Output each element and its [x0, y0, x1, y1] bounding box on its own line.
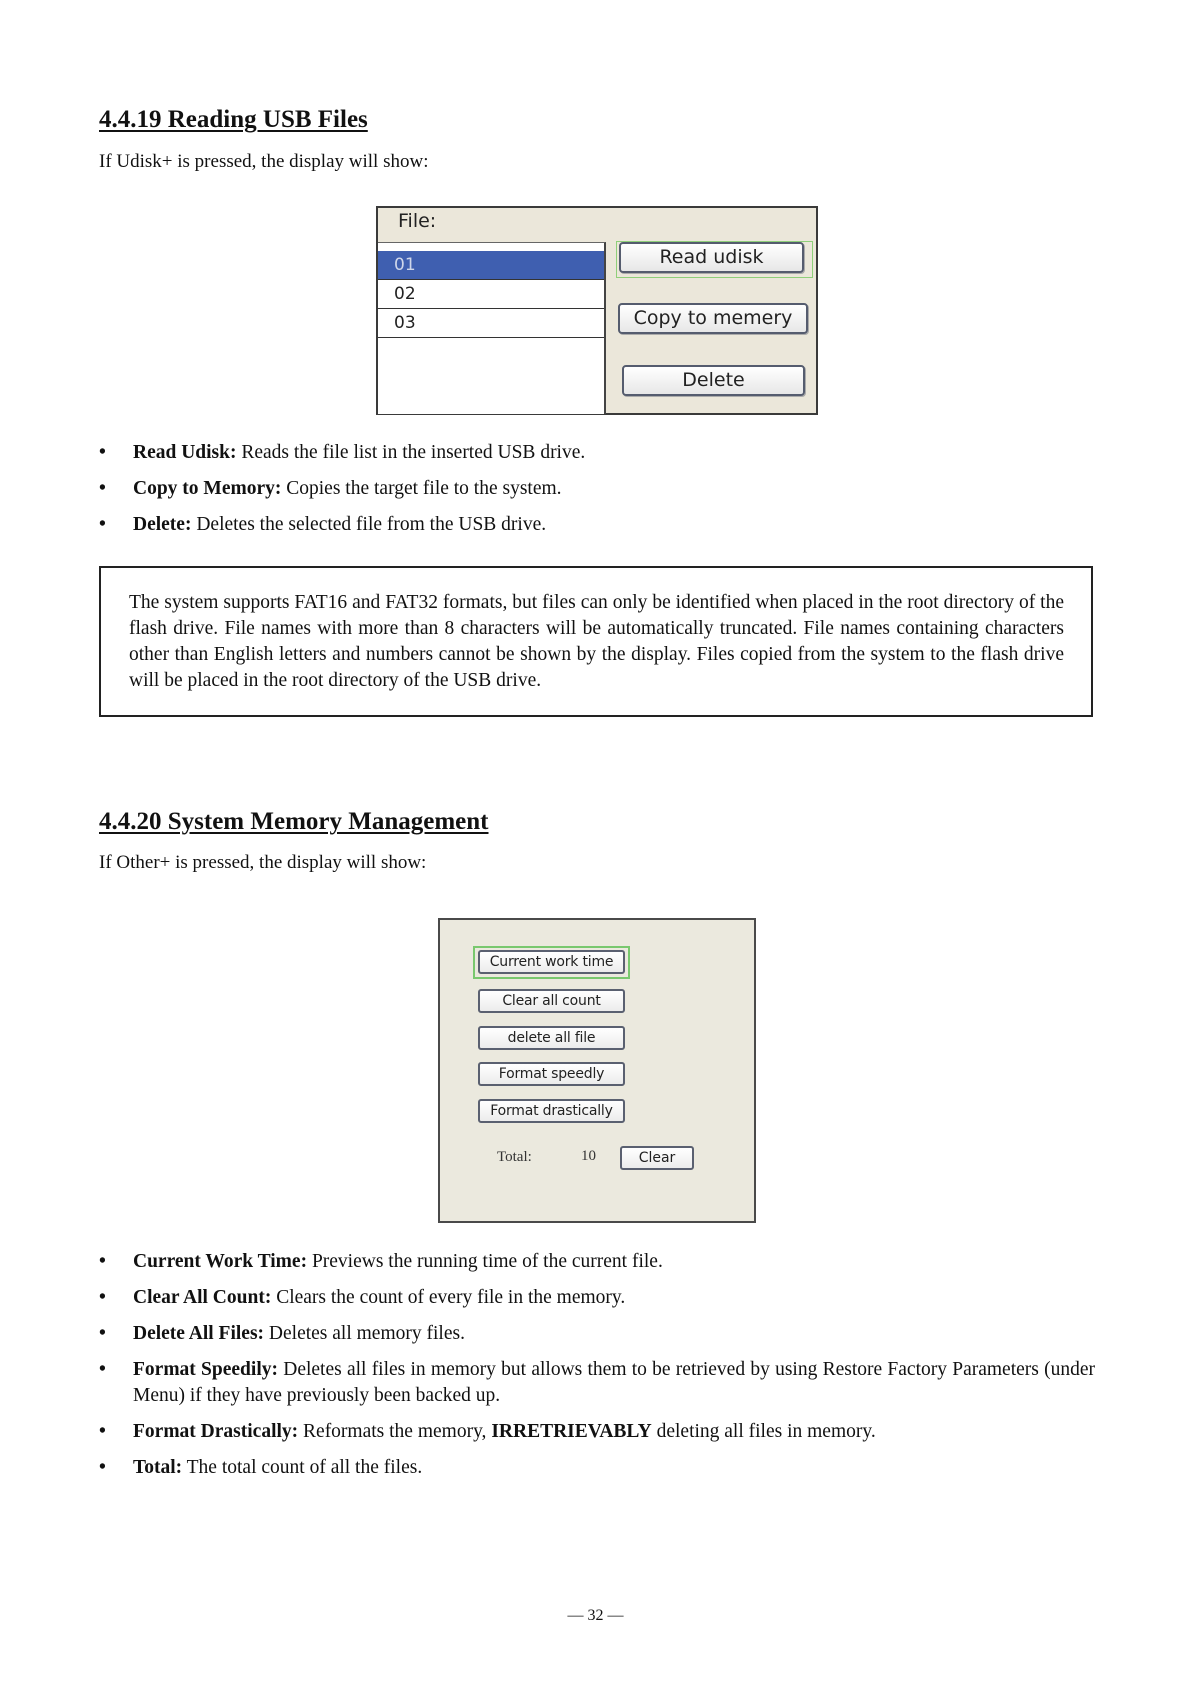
read-udisk-button[interactable]: Read udisk — [619, 242, 804, 273]
copy-to-memory-button[interactable]: Copy to memery — [618, 303, 808, 334]
bullet-term: Total: — [133, 1457, 183, 1478]
bullet-icon: • — [99, 1457, 106, 1478]
bullet-text: Deletes all files in memory but allows them to be retrieved by using Restore Factory Parameters (under Menu) if they have previously been backed up. — [133, 1359, 1095, 1406]
bullet-text: The total count of all the files. — [182, 1457, 423, 1478]
current-work-time-button[interactable]: Current work time — [478, 950, 625, 974]
clear-button[interactable]: Clear — [620, 1146, 694, 1170]
total-label: Total: — [497, 1149, 532, 1165]
memory-bullet-list — [99, 1249, 1095, 1491]
bullet-term: Format Drastically: — [133, 1421, 299, 1442]
format-speedly-button[interactable]: Format speedly — [478, 1062, 625, 1086]
section-heading-usb: 4.4.19 Reading USB Files — [99, 106, 368, 133]
file-list-item[interactable]: 03 — [378, 309, 604, 338]
section-heading-memory: 4.4.20 System Memory Management — [99, 808, 489, 835]
list-item — [99, 440, 1095, 466]
file-list-item[interactable]: 02 — [378, 280, 604, 309]
format-drastically-button[interactable]: Format drastically — [478, 1099, 625, 1123]
list-item — [99, 1357, 1095, 1409]
bullet-term: Copy to Memory: — [133, 478, 282, 499]
total-value: 10 — [581, 1148, 596, 1164]
page-number: — 32 — — [567, 1607, 624, 1624]
bullet-icon: • — [99, 1323, 106, 1344]
section-intro-memory: If Other+ is pressed, the display will show: — [99, 852, 427, 873]
file-list-item[interactable]: 01 — [378, 251, 604, 280]
section-intro-usb: If Udisk+ is pressed, the display will show: — [99, 151, 429, 172]
bullet-text: Previews the running time of the current file. — [307, 1251, 663, 1272]
bullet-icon: • — [99, 1359, 106, 1380]
bullet-text: Reads the file list in the inserted USB drive. — [236, 442, 586, 463]
delete-button[interactable]: Delete — [622, 365, 805, 396]
bullet-term: Clear All Count: — [133, 1287, 272, 1308]
bullet-text: Deletes the selected file from the USB drive. — [191, 514, 547, 535]
bullet-emphasis: IRRETRIEVABLY — [491, 1421, 652, 1442]
list-item — [99, 476, 1095, 502]
usb-file-panel — [376, 206, 818, 415]
delete-all-file-button[interactable]: delete all file — [478, 1026, 625, 1050]
bullet-icon: • — [99, 1421, 106, 1442]
bullet-text-tail: deleting all files in memory. — [651, 1421, 876, 1442]
list-item — [99, 1321, 1095, 1347]
bullet-icon: • — [99, 478, 106, 499]
bullet-icon: • — [99, 1251, 106, 1272]
bullet-term: Current Work Time: — [133, 1251, 308, 1272]
bullet-icon: • — [99, 442, 106, 463]
note-box: The system supports FAT16 and FAT32 formats, but files can only be identified when placed in the root directory of the flash drive. File names with more than 8 characters will be automatically truncated. File names containing characters other than English letters and numbers cannot be shown by the display. Files copied from the system to the flash drive will be placed in the root directory of the USB drive. — [99, 566, 1093, 717]
usb-file-list[interactable] — [378, 242, 606, 414]
bullet-icon: • — [99, 1287, 106, 1308]
file-list-label: File: — [398, 210, 437, 232]
bullet-icon: • — [99, 514, 106, 535]
list-item — [99, 512, 1095, 538]
list-item — [99, 1455, 1095, 1481]
bullet-text: Reformats the memory, — [298, 1421, 492, 1442]
bullet-term: Delete All Files: — [133, 1323, 265, 1344]
usb-bullet-list — [99, 440, 1095, 548]
bullet-term: Read Udisk: — [133, 442, 237, 463]
bullet-text: Copies the target file to the system. — [281, 478, 562, 499]
list-item — [99, 1419, 1095, 1445]
bullet-text: Clears the count of every file in the memory. — [271, 1287, 626, 1308]
clear-all-count-button[interactable]: Clear all count — [478, 989, 625, 1013]
bullet-text: Deletes all memory files. — [264, 1323, 465, 1344]
memory-management-panel — [438, 918, 756, 1223]
bullet-term: Delete: — [133, 514, 192, 535]
list-item — [99, 1249, 1095, 1275]
list-item — [99, 1285, 1095, 1311]
bullet-term: Format Speedily: — [133, 1359, 278, 1380]
